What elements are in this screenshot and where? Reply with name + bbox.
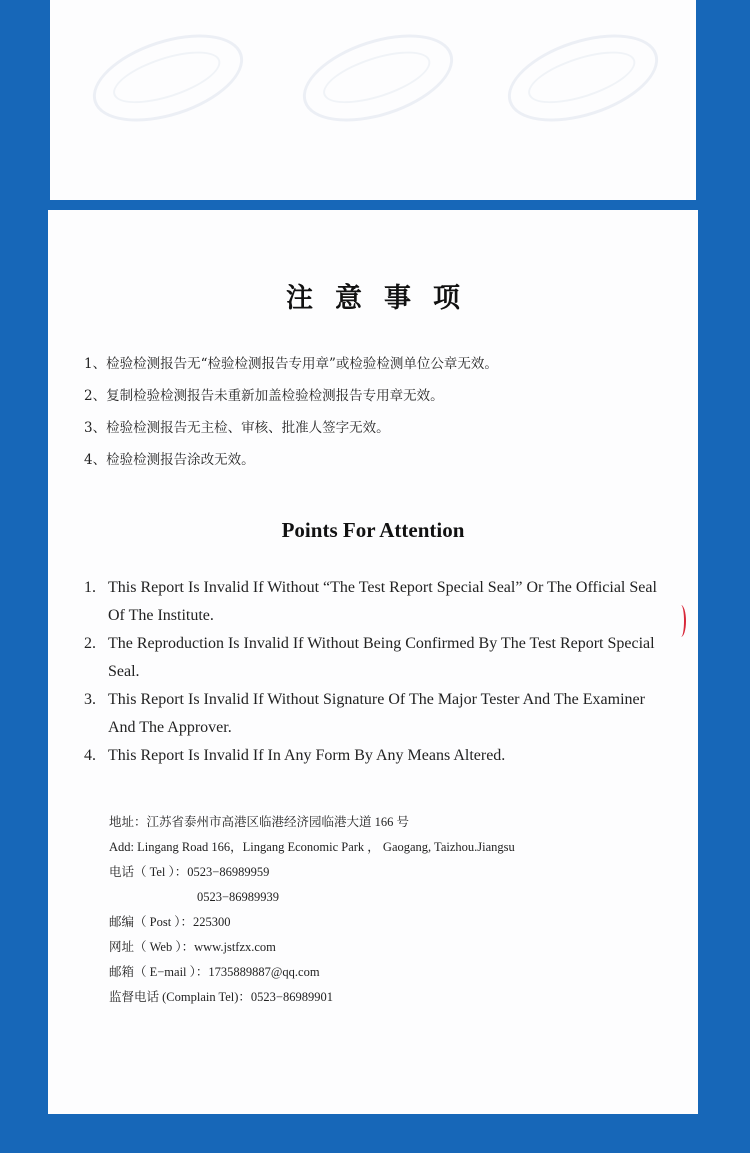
notice-item-en xyxy=(84,686,664,742)
address-cn: 地址：江苏省泰州市高港区临港经济园临港大道 166 号 xyxy=(109,815,410,829)
previous-page-fragment xyxy=(50,0,696,200)
item-text: This Report Is Invalid If In Any Form By Any Means Altered. xyxy=(108,747,506,764)
item-number: 2. xyxy=(84,635,96,652)
item-text: The Reproduction Is Invalid If Without Being Confirmed By The Test Report Special Seal. xyxy=(108,635,655,680)
telephone-2: 0523−86989939 xyxy=(197,890,280,904)
email: 邮箱（ E−mail ）：1735889887@qq.com xyxy=(109,965,320,979)
notice-title-en: Points For Attention xyxy=(281,518,465,542)
faint-seal-watermark xyxy=(292,18,464,138)
notice-item-cn: 4、检验检测报告涂改无效。 xyxy=(84,452,255,468)
postcode: 邮编（ Post ）：225300 xyxy=(109,915,231,929)
notice-list-en xyxy=(84,574,664,770)
faint-seal-watermark xyxy=(82,18,254,138)
website: 网址（ Web ）：www.jstfzx.com xyxy=(109,940,276,954)
notice-title-cn: 注意事项 xyxy=(286,283,482,314)
notice-list-cn xyxy=(84,348,498,476)
notice-item-en xyxy=(84,630,664,686)
item-number: 4. xyxy=(84,747,96,764)
notice-item-en xyxy=(84,574,664,630)
red-seal-edge-mark xyxy=(676,605,686,637)
item-text: This Report Is Invalid If Without “The Test Report Special Seal” Or The Official Seal Of The Institute. xyxy=(108,579,657,624)
item-number: 1. xyxy=(84,579,96,596)
notice-item-cn: 1、检验检测报告无“检验检测报告专用章”或检验检测单位公章无效。 xyxy=(84,356,498,372)
faint-seal-watermark xyxy=(497,18,669,138)
address-en: Add: Lingang Road 166，Lingang Economic Park ， Gaogang, Taizhou.Jiangsu xyxy=(109,840,515,854)
contact-info xyxy=(109,810,515,1010)
complaint-telephone: 监督电话 (Complain Tel)：0523−86989901 xyxy=(109,990,333,1004)
item-text: This Report Is Invalid If Without Signature Of The Major Tester And The Examiner And The Approver. xyxy=(108,691,645,736)
notice-item-en xyxy=(84,742,664,770)
notice-page xyxy=(48,210,698,1114)
notice-item-cn: 3、检验检测报告无主检、审核、批准人签字无效。 xyxy=(84,420,390,436)
telephone-1: 电话（ Tel ）：0523−86989959 xyxy=(109,865,270,879)
item-number: 3. xyxy=(84,691,96,708)
notice-item-cn: 2、复制检验检测报告未重新加盖检验检测报告专用章无效。 xyxy=(84,388,444,404)
